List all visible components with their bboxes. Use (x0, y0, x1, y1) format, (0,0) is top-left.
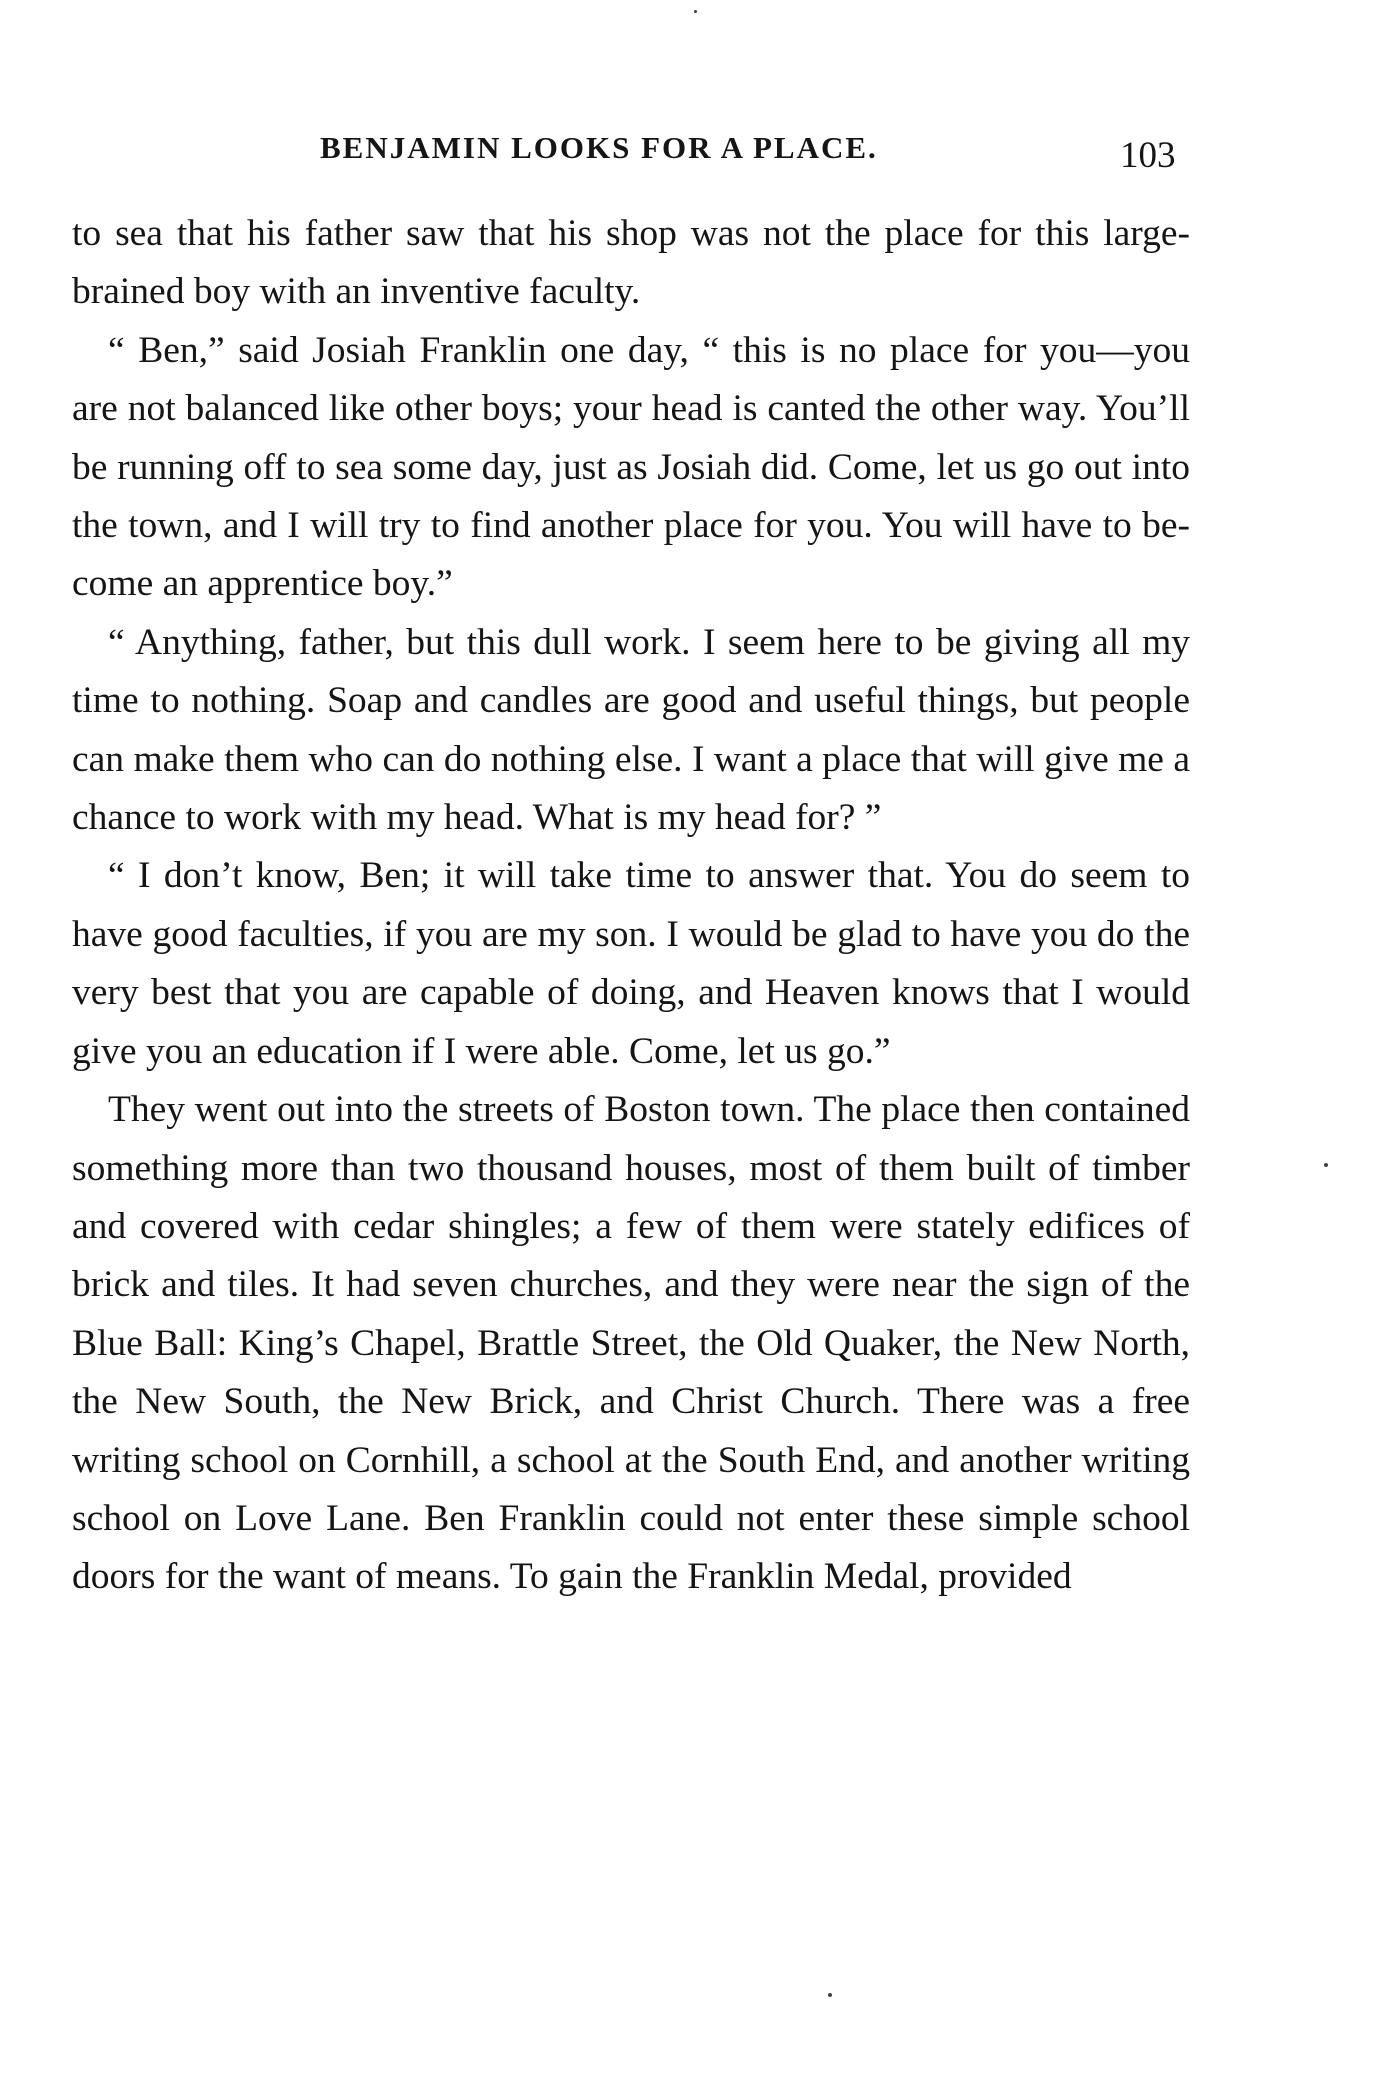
body-text (72, 205, 1190, 1607)
paragraph-2: “ Ben,” said Josiah Franklin one day, “ this is no place for you—you are not balanced like other boys; your head is canted the other way. You’ll be running off to sea some day, just as Josiah did. Come, let us go out into the town, and I will try to find another place for you. You will have to become an apprentice boy.” (72, 329, 1190, 605)
paragraph-1: to sea that his father saw that his shop was not the place for this large-brained boy with an inventive faculty. (72, 213, 1190, 313)
running-head-title: BENJAMIN LOOKS FOR A PLACE. (320, 130, 878, 165)
print-speck (694, 10, 697, 13)
page-number: 103 (1120, 135, 1176, 176)
print-speck (1324, 1163, 1328, 1167)
running-head (0, 130, 1388, 180)
paragraph-3: “ Anything, father, but this dull work. I seem here to be giving all my time to nothing. Soap and candles are good and useful things, but people can make them who can do nothing else. I want a place that will give me a chance to work with my head. What is my head for? ” (72, 621, 1190, 839)
paragraph-4: “ I don’t know, Ben; it will take time to answer that. You do seem to have good faculties, if you are my son. I would be glad to have you do the very best that you are capable of doing, and Heaven knows that I would give you an education if I were able. Come, let us go.” (72, 855, 1190, 1072)
print-speck (828, 1993, 832, 1997)
paragraph-5: They went out into the streets of Boston town. The place then contained something more than two thousand houses, most of them built of timber and covered with cedar shingles; a few of them were stately edifices of brick and tiles. It had seven churches, and they were near the sign of the Blue Ball: King’s Chapel, Brattle Street, the Old Quaker, the New North, the New South, the New Brick, and Christ Church. There was a free writing school on Cornhill, a school at the South End, and another writing school on Love Lane. Ben Franklin could not enter these simple school doors for the want of means. To gain the Franklin Medal, provided (72, 1089, 1190, 1598)
